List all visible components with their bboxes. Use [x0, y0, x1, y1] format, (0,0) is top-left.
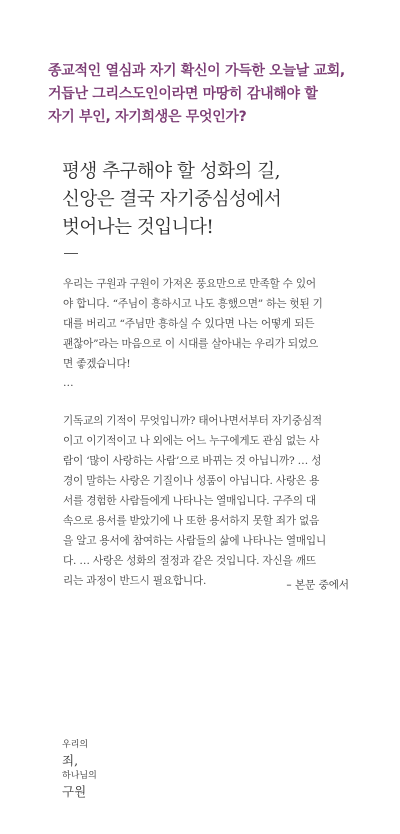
excerpt-line: 람이 ‘많이 사랑하는 사람’으로 바뀌는 것 아닙니까? … 성	[63, 455, 322, 467]
excerpt-line: 경이 말하는 사랑은 기질이나 성품이 아닙니다. 사랑은 용	[63, 475, 320, 487]
excerpt-line: 기독교의 기적이 무엇입니까? 태어나면서부터 자기중심적	[63, 415, 322, 427]
excerpt-line: 면 좋겠습니다!	[63, 358, 131, 370]
lead-line: 벗어나는 것입니다!	[62, 217, 214, 238]
excerpt-line: 속으로 용서를 받았기에 나 또한 용서하지 못할 죄가 없음	[63, 515, 320, 527]
excerpt-line: 괜찮아”라는 마음으로 이 시대를 살아내는 우리가 되었으	[63, 338, 318, 350]
excerpt-paragraph-1	[63, 274, 350, 374]
lead-line: 신앙은 결국 자기중심성에서	[62, 189, 282, 210]
excerpt-line: 대를 버리고 “주님만 흥하실 수 있다면 나는 어떻게 되든	[63, 318, 315, 330]
excerpt-ellipsis: …	[63, 377, 74, 389]
book-title-line: 하나님의	[62, 771, 97, 781]
headline-line: 종교적인 열심과 자기 확신이 가득한 오늘날 교회,	[48, 63, 345, 79]
lead-statement	[62, 158, 382, 242]
headline-line: 거듭난 그리스도인이라면 마땅히 감내해야 할	[48, 86, 318, 102]
book-title-line: 죄,	[62, 753, 79, 768]
excerpt-line: 을 알고 용서에 참여하는 사람들의 삶에 나타나는 열매입니	[63, 535, 326, 547]
headline-line: 자기 부인, 자기희생은 무엇인가?	[48, 109, 247, 125]
excerpt-paragraph-2	[63, 411, 350, 591]
lead-line: 평생 추구해야 할 성화의 길,	[62, 161, 280, 182]
headline	[48, 60, 378, 129]
excerpt-line: 이고 이기적이고 나 외에는 어느 누구에게도 관심 없는 사	[63, 435, 320, 447]
book-title-line: 우리의	[62, 740, 89, 750]
excerpt-source: – 본문 중에서	[286, 579, 349, 591]
book-title	[62, 739, 97, 801]
excerpt-line: 야 합니다. “주님이 흥하시고 나도 흥했으면” 하는 헛된 기	[63, 298, 323, 310]
excerpt-line: 리는 과정이 반드시 필요합니다.	[63, 575, 207, 587]
excerpt-line: 우리는 구원과 구원이 가져온 풍요만으로 만족할 수 있어	[63, 278, 316, 290]
excerpt-line: 다. … 사랑은 성화의 절정과 같은 것입니다. 자신을 깨뜨	[63, 555, 316, 567]
book-title-line: 구원	[62, 784, 87, 799]
divider	[64, 253, 78, 254]
excerpt-line: 서를 경험한 사람들에게 나타나는 열매입니다. 구주의 대	[63, 495, 316, 507]
